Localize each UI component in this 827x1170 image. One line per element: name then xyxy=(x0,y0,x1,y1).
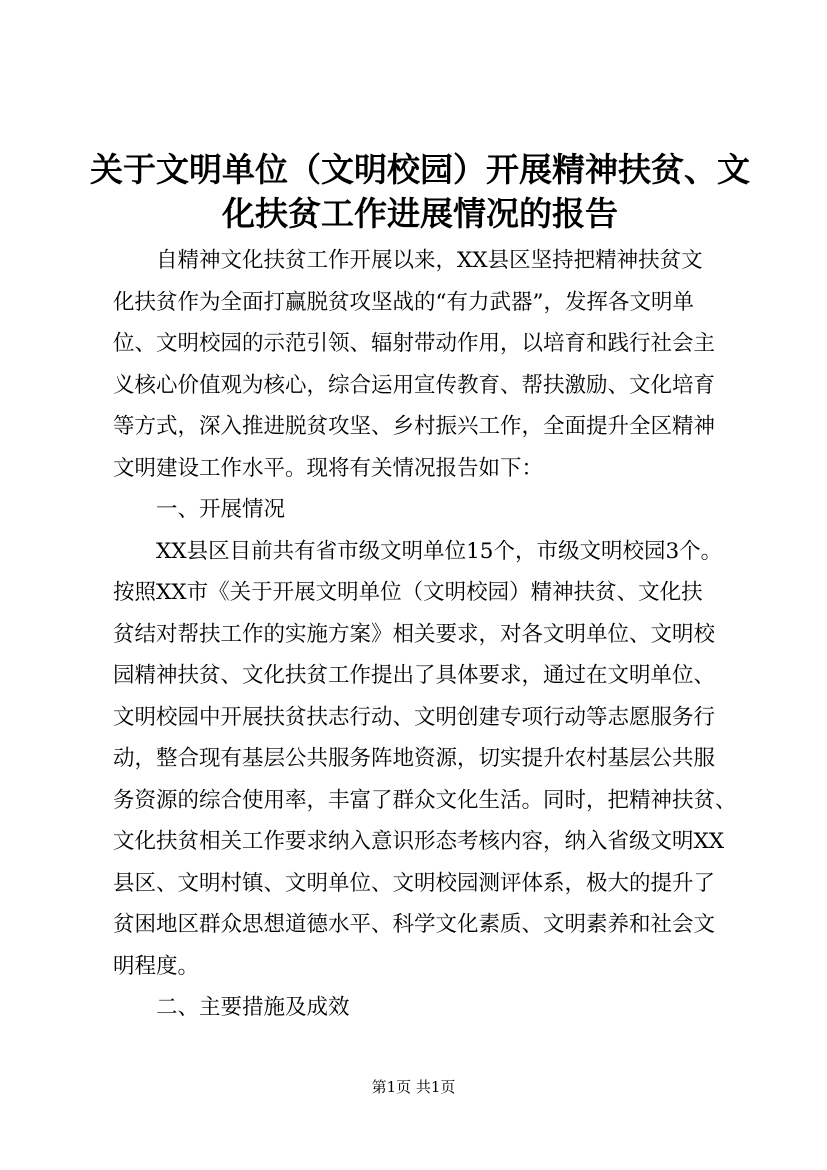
page-footer: 第1页 共1页 xyxy=(371,1078,456,1096)
body-line: 义核心价值观为核心，综合运用宣传教育、帮扶激励、文化培育 xyxy=(113,372,716,398)
body-line: 文明校园中开展扶贫扶志行动、文明创建专项行动等志愿服务行 xyxy=(113,704,716,730)
body-line: 贫结对帮扶工作的实施方案》相关要求，对各文明单位、文明校 xyxy=(113,621,716,647)
body-line: 化扶贫作为全面打赢脱贫攻坚战的“有力武器”，发挥各文明单 xyxy=(113,289,694,315)
document-body xyxy=(113,240,773,1029)
body-line: 动，整合现有基层公共服务阵地资源，切实提升农村基层公共服 xyxy=(113,746,716,771)
section-heading: 二、主要措施及成效 xyxy=(156,995,350,1020)
body-line: 文化扶贫相关工作要求纳入意识形态考核内容，纳入省级文明XX xyxy=(113,829,725,854)
document-title-line-2: 化扶贫工作进展情况的报告 xyxy=(222,194,618,233)
body-line: 文明建设工作水平。现将有关情况报告如下： xyxy=(113,455,544,481)
body-line: 园精神扶贫、文化扶贫工作提出了具体要求，通过在文明单位、 xyxy=(113,663,716,688)
body-line: 等方式，深入推进脱贫攻坚、乡村振兴工作，全面提升全区精神 xyxy=(113,414,716,439)
section-heading: 一、开展情况 xyxy=(156,497,286,522)
body-line: XX县区目前共有省市级文明单位15个，市级文明校园3个。 xyxy=(156,538,723,564)
body-line: 按照XX市《关于开展文明单位（文明校园）精神扶贫、文化扶 xyxy=(113,580,703,605)
body-line: 务资源的综合使用率，丰富了群众文化生活。同时，把精神扶贫、 xyxy=(113,787,737,813)
document-title-line-1: 关于文明单位（文明校园）开展精神扶贫、文 xyxy=(90,150,750,189)
body-line: 位、文明校园的示范引领、辐射带动作用，以培育和践行社会主 xyxy=(113,331,716,356)
body-line: 县区、文明村镇、文明单位、文明校园测评体系，极大的提升了 xyxy=(113,870,716,896)
body-line: 自精神文化扶贫工作开展以来，XX县区坚持把精神扶贫文 xyxy=(156,248,703,273)
body-line: 贫困地区群众思想道德水平、科学文化素质、文明素养和社会文 xyxy=(113,912,716,937)
body-line: 明程度。 xyxy=(113,953,200,979)
